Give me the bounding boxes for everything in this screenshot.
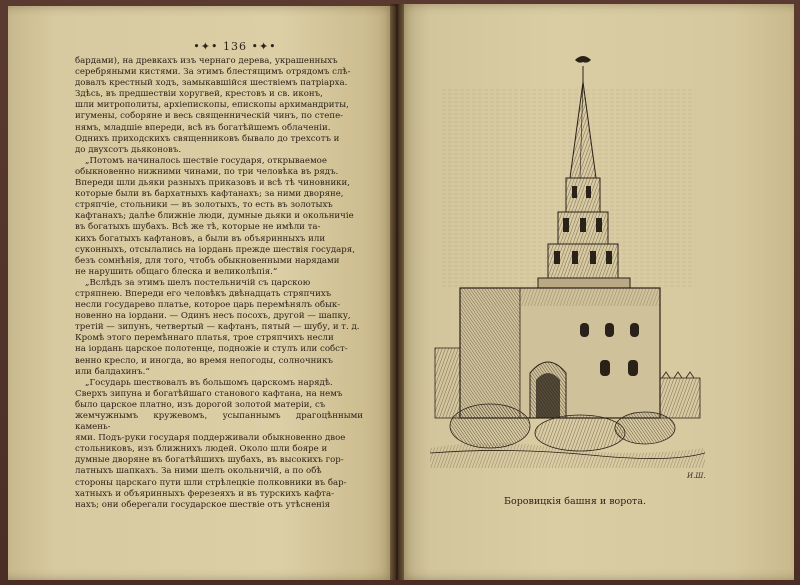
text-line: несли государево платье, которое царь перемѣнялъ обык- xyxy=(75,300,341,311)
text-line: „Вслѣдъ за этимъ шелъ постельничій съ царскою xyxy=(85,277,311,288)
text-line: стольниковъ, изъ ближнихъ людей. Около шли бояре и xyxy=(75,444,328,455)
text-line: обыкновенно нижними чинами, по три человѣка въ рядъ. xyxy=(75,166,339,177)
engraver-signature: И.Ш. xyxy=(687,472,706,480)
text-line: до двухсотъ дьяконовъ. xyxy=(75,144,182,155)
text-line: „Государь шествовалъ въ большомъ царскомъ нарядѣ. xyxy=(85,377,333,388)
book-gutter xyxy=(390,4,404,580)
text-line: въ богатыхъ шубахъ. Всѣ же тѣ, которые не имѣли та- xyxy=(75,222,321,233)
text-line: суконныхъ, отсылались на іордань прежде шествія государя, xyxy=(75,244,355,255)
text-line: стряпчіе, стольники — въ золотыхъ, то есть въ золотыхъ xyxy=(75,200,333,211)
text-line: безъ сомнѣнія, для того, чтобъ обыкновенными нарядами xyxy=(75,255,340,266)
text-line: серебряными кистями. За этимъ блестящимъ отрядомъ слѣ- xyxy=(75,67,351,78)
text-line: новенно на іордани. — Одинъ несъ посохъ, другой — шапку, xyxy=(75,311,351,322)
text-line: латныхъ шапкахъ. За ними шелъ окольничій, а по обѣ xyxy=(75,466,322,477)
text-line: на іордань царское полотенце, подножіе и стулъ или собст- xyxy=(75,344,348,355)
text-line: нахъ; они оберегали государское шествіе отъ утѣсненія xyxy=(75,499,331,510)
text-line: или балдахинъ.“ xyxy=(75,366,150,377)
text-line: нямъ, младшіе впереди, всѣ въ богатѣйшемъ облаченіи. xyxy=(75,122,331,133)
text-line: стороны царскаго пути шли стрѣлецкіе полковники въ бар- xyxy=(75,477,347,488)
text-line: которые были въ бархатныхъ кафтанахъ; за ними дворяне, xyxy=(75,189,344,200)
text-line: Сверхъ зипуна и богатѣйшаго станового кафтана, на немъ xyxy=(75,388,343,399)
illustration-caption: Боровицкія башня и ворота. xyxy=(504,496,646,507)
text-line: было царское платно, изъ дорогой золотой матеріи, съ xyxy=(75,399,326,410)
text-line: не нарушить общаго блеска и великолѣпія.“ xyxy=(75,266,278,277)
text-line: бардами), на древкахъ изъ чернаго дерева, украшенныхъ xyxy=(75,56,338,66)
text-line: Кромѣ этого перемѣннаго платья, трое стряпчихъ несли xyxy=(75,333,334,344)
eagle-finial xyxy=(575,56,591,82)
text-line: Однихъ приходскихъ священниковъ бывало до трехсотъ и xyxy=(75,133,340,144)
text-line: кихъ богатыхъ кафтановъ, а были въ объяринныхъ или xyxy=(75,233,326,244)
text-line: шли митрополиты, архіепископы, епископы архимандриты, xyxy=(75,100,349,111)
text-line: кафтанахъ; далѣе ближніе люди, думные дьяки и окольничіе xyxy=(75,211,354,222)
text-line: стряпнею. Впереди его человѣкъ двѣнадцать стряпчихъ xyxy=(75,288,332,299)
text-line: думные дворяне въ богатѣйшихъ шубахъ, въ высокихъ гор- xyxy=(75,455,344,466)
text-line: Впереди шли дьяки разныхъ приказовъ и всѣ тѣ чиновники, xyxy=(75,178,350,189)
text-line: третій — зипунъ, четвертый — кафтанъ, пятый — шубу, и т. д. xyxy=(75,322,360,333)
text-line: довалъ крестный ходъ, замыкавшійся шествіемъ патріарха. xyxy=(75,78,348,89)
text-line: хатныхъ и объяринныхъ ферезеяхъ и въ турскихъ кафта- xyxy=(75,488,335,499)
text-line: Здѣсь, въ предшествіи хоругвей, крестовъ и св. иконъ, xyxy=(75,89,323,100)
text-line: жемчужнымъ кружевомъ, усыпаннымъ драгоцѣнными камень- xyxy=(75,411,363,433)
text-line: „Потомъ начиналось шествіе государя, открываемое xyxy=(85,155,327,166)
text-line: ями. Подъ-руки государя поддерживали обыкновенно двое xyxy=(75,433,346,444)
body-text xyxy=(75,56,363,511)
borovitskaya-tower-engraving xyxy=(430,48,705,488)
text-line: игумены, соборяне и весь священническій чинъ, по степе- xyxy=(75,111,344,122)
text-line: венно кресло, и иногда, во время непогоды, солночникъ xyxy=(75,355,333,366)
page-number: •✦• 136 •✦• xyxy=(193,40,277,53)
